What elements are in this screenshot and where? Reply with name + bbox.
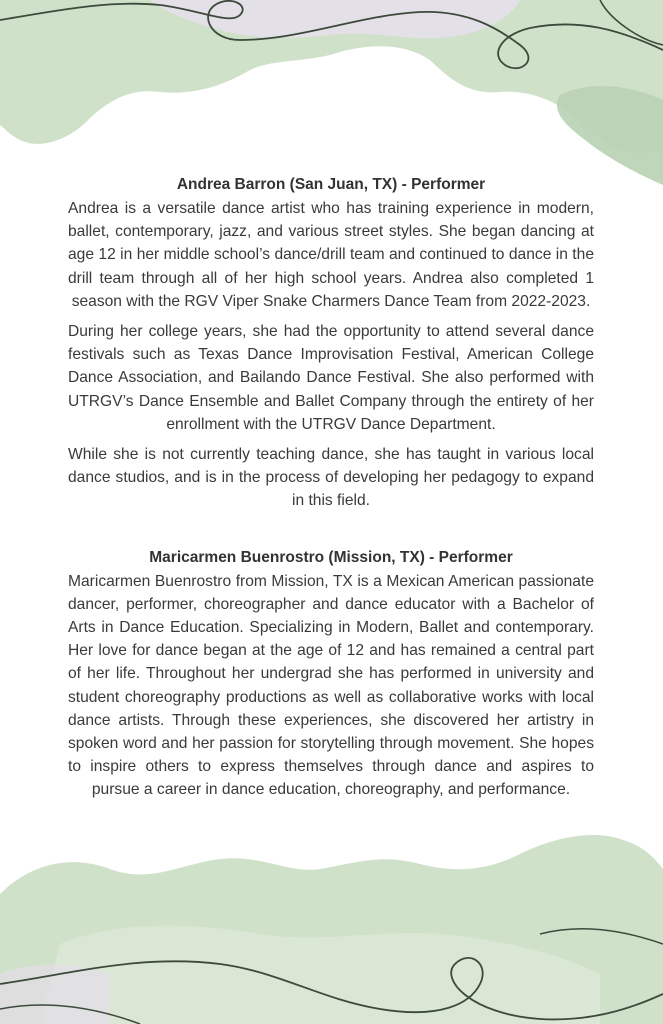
- bio-paragraph: Maricarmen Buenrostro from Mission, TX is a Mexican American passionate dancer, performer, choreographer and dance educator with a Bachelor of Arts in Dance Education. Specializing in Modern, Ballet and contemporary. Her love for dance began at the age of 12 and has remained a central part of her life. Throughout her undergrad she has performed in university and student choreography productions as well as collaborative works with local dance artists. Through these experiences, she discovered her artistry in spoken word and her passion for storytelling through movement. She hopes to inspire others to express themselves through dance and aspires to pursue a career in dance education, choreography, and performance.: [68, 572, 594, 799]
- bio-paragraph: During her college years, she had the opportunity to attend several dance festivals such as Texas Dance Improvisation Festival, American College Dance Association, and Bailando Dance Festival. She also performed with UTRGV’s Dance Ensemble and Ballet Company through the entirety of her enrollment with the UTRGV Dance Department.: [68, 323, 594, 433]
- top-light-wash: [150, 0, 520, 38]
- top-green-wash: [0, 0, 663, 153]
- bottom-light-wash: [40, 926, 600, 1024]
- bottom-lavender-wash: [0, 965, 110, 1024]
- bottom-watercolor-decoration: [0, 824, 663, 1024]
- bottom-left-line: [0, 1005, 140, 1024]
- bios-container: [68, 174, 594, 809]
- bio-maricarmen-buenrostro: [68, 547, 594, 802]
- top-right-loop: [600, 0, 663, 45]
- top-line-art: [0, 1, 663, 68]
- bio-title: Maricarmen Buenrostro (Mission, TX) - Performer: [149, 548, 513, 566]
- bottom-right-line: [540, 929, 663, 944]
- bio-andrea-barron: [68, 174, 594, 513]
- top-right-blob: [557, 86, 663, 185]
- bio-paragraph: While she is not currently teaching dance, she has taught in various local dance studios, and is in the process of developing her pedagogy to expand in this field.: [68, 446, 594, 510]
- top-watercolor-decoration: [0, 0, 663, 190]
- bottom-green-wash: [0, 835, 663, 1024]
- bio-title: Andrea Barron (San Juan, TX) - Performer: [176, 176, 486, 193]
- bottom-line-art: [0, 958, 663, 1020]
- bio-paragraph: Andrea is a versatile dance artist who has training experience in modern, ballet, contemporary, jazz, and various street styles. She began dancing at age 12 in her middle school’s dance/drill team and continued to dance in the drill team through all of her high school years. Andrea also completed 1 season with the RGV Viper Snake Charmers Dance Team from 2022-2023.: [68, 200, 594, 310]
